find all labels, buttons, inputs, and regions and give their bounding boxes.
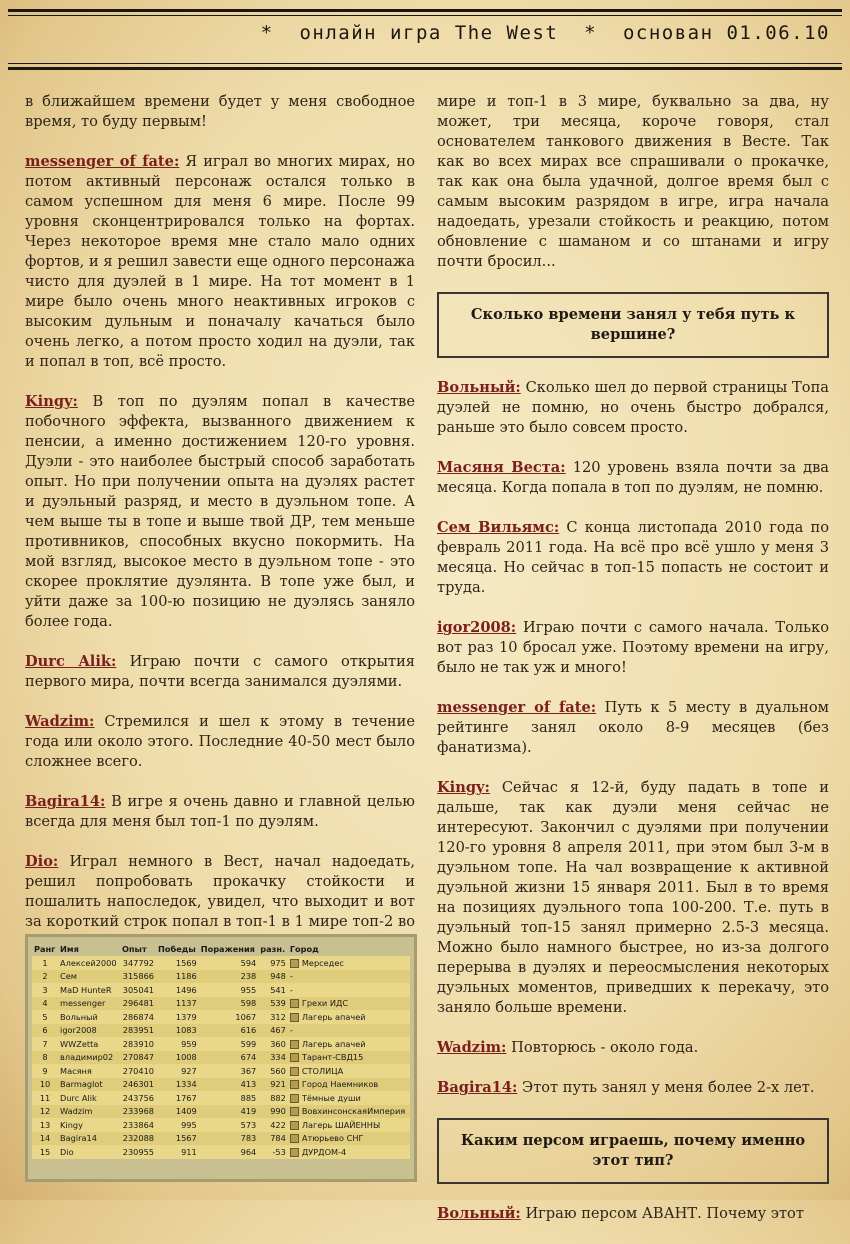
table-cell: Город Наемников <box>288 1078 410 1092</box>
speaker-name: Bagira14: <box>25 793 106 810</box>
table-cell: messenger <box>58 997 120 1011</box>
table-cell: MaD HunteR <box>58 983 120 997</box>
table-cell: - <box>288 970 410 984</box>
table-cell: 784 <box>258 1132 288 1146</box>
table-cell: 270847 <box>120 1051 156 1065</box>
table-row <box>32 1118 410 1132</box>
table-cell: 422 <box>258 1118 288 1132</box>
column-header: Имя <box>60 943 79 954</box>
interview-answer <box>437 1078 829 1098</box>
table-cell: 10 <box>32 1078 58 1092</box>
table-cell: 419 <box>199 1105 259 1119</box>
question-box: Сколько времени занял у тебя путь к вершине? <box>437 292 829 358</box>
town-icon <box>290 1094 299 1103</box>
column-header: Город <box>289 943 319 954</box>
table-cell: 594 <box>199 956 259 970</box>
table-row <box>32 983 410 997</box>
column-header: разн. <box>260 943 286 954</box>
table-cell: Алексей2000 <box>58 956 120 970</box>
table-cell: 1186 <box>156 970 199 984</box>
page-header <box>0 0 850 82</box>
table-cell: 2 <box>32 970 58 984</box>
table-cell: Масяня <box>58 1064 120 1078</box>
answer-text: Стремился и шел к этому в течение года или около этого. Последние 40-50 мест было сложнее всего. <box>25 713 415 770</box>
table-cell: 15 <box>32 1145 58 1159</box>
table-cell: 598 <box>199 997 259 1011</box>
table-header-row <box>32 941 410 956</box>
interview-answer <box>25 792 415 832</box>
interview-answer <box>437 698 829 758</box>
table-cell: 1567 <box>156 1132 199 1146</box>
speaker-name: messenger of fate: <box>437 699 597 716</box>
table-cell: 1334 <box>156 1078 199 1092</box>
table-cell: 573 <box>199 1118 259 1132</box>
table-cell: Kingy <box>58 1118 120 1132</box>
table-cell: 243756 <box>120 1091 156 1105</box>
table-cell: Dio <box>58 1145 120 1159</box>
table-cell: 964 <box>199 1145 259 1159</box>
table-cell: 882 <box>258 1091 288 1105</box>
table-cell: 296481 <box>120 997 156 1011</box>
table-cell: 955 <box>199 983 259 997</box>
table-cell: - <box>288 1024 410 1038</box>
answer-text: В игре я очень давно и главной целью всегда для меня был топ-1 по дуэлям. <box>25 793 415 830</box>
table-cell: Тёмные души <box>288 1091 410 1105</box>
speaker-name: Вольный: <box>437 379 521 396</box>
town-icon <box>290 1121 299 1130</box>
interview-answer <box>437 778 829 1018</box>
answer-text: Этот путь занял у меня более 2-х лет. <box>522 1079 815 1096</box>
table-cell: 995 <box>156 1118 199 1132</box>
table-cell: 5 <box>32 1010 58 1024</box>
table-cell: 246301 <box>120 1078 156 1092</box>
table-cell: Durc Alik <box>58 1091 120 1105</box>
table-cell: 911 <box>156 1145 199 1159</box>
table-cell: 921 <box>258 1078 288 1092</box>
speaker-name: Вольный: <box>437 1205 521 1222</box>
duel-ranking-table <box>25 934 417 1182</box>
town-icon <box>290 959 299 968</box>
table-cell: 230955 <box>120 1145 156 1159</box>
table-cell: 270410 <box>120 1064 156 1078</box>
interview-answer <box>437 1204 829 1224</box>
answer-text: Играю почти с самого открытия первого мира, почти всегда занимался дуэлями. <box>25 653 416 690</box>
speaker-name: Bagira14: <box>437 1079 518 1096</box>
table-row <box>32 1037 410 1051</box>
table-cell: ДУРДОМ-4 <box>288 1145 410 1159</box>
town-icon <box>290 1107 299 1116</box>
table-cell: 674 <box>199 1051 259 1065</box>
table-cell: Wadzim <box>58 1105 120 1119</box>
interview-answer <box>25 92 415 132</box>
table-cell: 1067 <box>199 1010 259 1024</box>
table-cell: Сем <box>58 970 120 984</box>
interview-answer <box>25 652 415 692</box>
table-cell: 305041 <box>120 983 156 997</box>
interview-answer <box>437 518 829 598</box>
answer-text: Играл немного в Вест, начал надоедать, решил попробовать прокачку стойкости и пошалить напоследок, увидел, что выходит и вот за короткий строк попал в топ-1 в 1 мире топ-2 во <box>25 853 415 930</box>
answer-text: Я играл во многих мирах, но потом активный персонаж остался только в самом успешном для меня 6 мире. После 99 уровня сконцентрировался только на фортах. Через некоторое время мне стало мало одних фортов, и я решил завести еще одного персонажа чисто для дуэлей в 1 мире. На тот момент в 1 мире было очень много неактивных игроков с высоким дульным и поначалу качаться было очень легко, а потом просто ходил на дуэли, так и попал в топ, всё просто. <box>25 153 416 370</box>
town-icon <box>290 1148 299 1157</box>
table-cell: 283910 <box>120 1037 156 1051</box>
table-cell: 367 <box>199 1064 259 1078</box>
answer-text: мире и топ-1 в 3 мире, буквально за два, ну может, три месяца, короче говоря, стал основателем танкового движения в Весте. Так как во всех мирах все спрашивали о прокачке, так как она была удачной, долгое время был с самым высоким разрядом в игре, игра начала надоедать, урезали стойкость и реакцию, потом обновление с шаманом и со штанами и игру почти бросил... <box>437 93 829 270</box>
table-cell: Лагерь ШАЙЕННЫ <box>288 1118 410 1132</box>
column-header: Поражения <box>200 943 255 954</box>
table-cell: -53 <box>258 1145 288 1159</box>
table-cell: 7 <box>32 1037 58 1051</box>
table-cell: 616 <box>199 1024 259 1038</box>
speaker-name: Сем Вильямс: <box>437 519 560 536</box>
table-row <box>32 1024 410 1038</box>
left-column <box>25 92 415 972</box>
answer-text: Играю персом АВАНТ. Почему этот <box>525 1205 804 1222</box>
answer-text: Повторюсь - около года. <box>511 1039 699 1056</box>
answer-text: В топ по дуэлям попал в качестве побочного эффекта, вызванного движением к пенсии, а именно достижением 120-го уровня. Дуэли - это наиболее быстрый способ заработать опыт. Но при получении опыта на дуэлях растет и дуэльный разряд, и место в дуэльном топе. А чем выше ты в топе и выше твой ДР, тем меньше противников, способных вкусно покормить. На мой взгляд, высокое место в дуэльном топе - это скорее проклятие дуэлянта. В топе уже был, и уйти даже за 100-ю позицию не дуэлясь заняло более года. <box>25 393 415 630</box>
interview-answer <box>437 92 829 272</box>
table-cell: 1496 <box>156 983 199 997</box>
table-cell: Лагерь апачей <box>288 1010 410 1024</box>
town-icon <box>290 1040 299 1049</box>
table-cell: Грехи ИДС <box>288 997 410 1011</box>
speaker-name: Wadzim: <box>437 1039 507 1056</box>
table-cell: igor2008 <box>58 1024 120 1038</box>
town-icon <box>290 1053 299 1062</box>
table-cell: 283951 <box>120 1024 156 1038</box>
table-cell: 599 <box>199 1037 259 1051</box>
table-cell: 11 <box>32 1091 58 1105</box>
table-cell: Barmaglot <box>58 1078 120 1092</box>
table-cell: 1008 <box>156 1051 199 1065</box>
table-cell: 783 <box>199 1132 259 1146</box>
table-cell: 14 <box>32 1132 58 1146</box>
table-row <box>32 1132 410 1146</box>
table-cell: - <box>288 983 410 997</box>
table-cell: 1137 <box>156 997 199 1011</box>
table-cell: 232088 <box>120 1132 156 1146</box>
table-cell: СТОЛИЦА <box>288 1064 410 1078</box>
town-icon <box>290 1067 299 1076</box>
table-cell: 541 <box>258 983 288 997</box>
answer-text: Играю почти с самого начала. Только вот раз 10 бросал уже. Поэтому времени на игру, было не так уж и много! <box>437 619 830 676</box>
interview-answer <box>437 1038 829 1058</box>
interview-answer <box>25 712 415 772</box>
table-cell: Bagira14 <box>58 1132 120 1146</box>
table-cell: Тарант-СВД15 <box>288 1051 410 1065</box>
table-cell: 948 <box>258 970 288 984</box>
bottom-rule-thin <box>8 63 842 64</box>
table-cell: 286874 <box>120 1010 156 1024</box>
table-row <box>32 970 410 984</box>
table-cell: 360 <box>258 1037 288 1051</box>
table-row <box>32 1145 410 1159</box>
table-cell: 1 <box>32 956 58 970</box>
table-cell: 13 <box>32 1118 58 1132</box>
top-rule-thick <box>8 9 842 12</box>
interview-answer <box>25 392 415 632</box>
masthead-title: * онлайн игра The West * основан 01.06.10 <box>260 22 830 44</box>
table-cell: Мерседес <box>288 956 410 970</box>
table-cell: Атюрьево СНГ <box>288 1132 410 1146</box>
speaker-name: Kingy: <box>437 779 490 796</box>
speaker-name: Kingy: <box>25 393 78 410</box>
table-cell: 238 <box>199 970 259 984</box>
town-icon <box>290 1080 299 1089</box>
table-cell: 8 <box>32 1051 58 1065</box>
speaker-name: Durc Alik: <box>25 653 117 670</box>
table-cell: 975 <box>258 956 288 970</box>
table-cell: Лагерь апачей <box>288 1037 410 1051</box>
table-cell: 959 <box>156 1037 199 1051</box>
column-header: Победы <box>158 943 196 954</box>
speaker-name: igor2008: <box>437 619 517 636</box>
table-row <box>32 1091 410 1105</box>
bottom-rule-thick <box>8 67 842 70</box>
table-row <box>32 1051 410 1065</box>
table-cell: 347792 <box>120 956 156 970</box>
right-column <box>437 92 829 1244</box>
interview-answer <box>25 152 415 372</box>
table-cell: 6 <box>32 1024 58 1038</box>
answer-text: Сейчас я 12-й, буду падать в топе и дальше, так как дуэли меня сейчас не интересуют. Закончил с дуэлями при получении 120-го уровня 8 апреля 2011, при этом был 3-м в дуэльном топе. На чал возвращение к активной дуэльной жизни 15 января 2011. Был в то время на позициях дуэльного топа 100-200. Т.е. путь в дуэльный топ-15 занял примерно 2.5-3 месяца. Можно было намного быстрее, но из-за долгого перерыва в дуэлях и переосмысления некоторых дуэльных моментов, приведших к перекачу, это заняло больше времени. <box>437 779 830 1016</box>
speaker-name: Wadzim: <box>25 713 95 730</box>
interview-answer <box>437 458 829 498</box>
table-cell: 413 <box>199 1078 259 1092</box>
table-cell: 560 <box>258 1064 288 1078</box>
table-row <box>32 956 410 970</box>
table-cell: владимир02 <box>58 1051 120 1065</box>
table-cell: 927 <box>156 1064 199 1078</box>
column-header: Ранг <box>34 943 56 954</box>
speaker-name: messenger of fate: <box>25 153 180 170</box>
table-cell: 233864 <box>120 1118 156 1132</box>
town-icon <box>290 1013 299 1022</box>
table-cell: 539 <box>258 997 288 1011</box>
table-cell: 990 <box>258 1105 288 1119</box>
interview-answer <box>437 378 829 438</box>
table-row <box>32 1078 410 1092</box>
table-cell: 4 <box>32 997 58 1011</box>
table-cell: 312 <box>258 1010 288 1024</box>
table-row <box>32 1010 410 1024</box>
table-cell: WWZetta <box>58 1037 120 1051</box>
interview-answer <box>437 618 829 678</box>
question-box: Каким персом играешь, почему именно этот тип? <box>437 1118 829 1184</box>
table-row <box>32 1105 410 1119</box>
table-row <box>32 1064 410 1078</box>
answer-text: 120 уровень взяла почти за два месяца. Когда попала в топ по дуэлям, не помню. <box>437 459 830 496</box>
table-cell: 334 <box>258 1051 288 1065</box>
answer-text: Путь к 5 месту в дуальном рейтинге занял около 8-9 месяцев (без фанатизма). <box>437 699 829 756</box>
table-cell: 1409 <box>156 1105 199 1119</box>
table-cell: 9 <box>32 1064 58 1078</box>
table-cell: 1767 <box>156 1091 199 1105</box>
table-cell: 3 <box>32 983 58 997</box>
answer-text: Сколько шел до первой страницы Топа дуэлей не помню, но очень быстро добрался, раньше это было совсем просто. <box>437 379 830 436</box>
table-cell: 1569 <box>156 956 199 970</box>
answer-text: С конца листопада 2010 года по февраль 2011 года. На всё про всё ушло у меня 3 месяца. Но сейчас в топ-15 попасть не состоит и труда. <box>437 519 829 596</box>
table-cell: 233968 <box>120 1105 156 1119</box>
speaker-name: Масяня Веста: <box>437 459 566 476</box>
answer-text: в ближайшем времени будет у меня свободное время, то буду первым! <box>25 93 415 130</box>
table-cell: Вольный <box>58 1010 120 1024</box>
column-header: Опыт <box>121 943 147 954</box>
table-cell: 885 <box>199 1091 259 1105</box>
table-cell: 315866 <box>120 970 156 984</box>
table-cell: ВовхинсонскаяИмперия <box>288 1105 410 1119</box>
top-rule-thin <box>8 15 842 16</box>
table-row <box>32 997 410 1011</box>
speaker-name: Dio: <box>25 853 59 870</box>
table-cell: 12 <box>32 1105 58 1119</box>
town-icon <box>290 1134 299 1143</box>
table-cell: 1083 <box>156 1024 199 1038</box>
table-cell: 1379 <box>156 1010 199 1024</box>
town-icon <box>290 999 299 1008</box>
table-cell: 467 <box>258 1024 288 1038</box>
